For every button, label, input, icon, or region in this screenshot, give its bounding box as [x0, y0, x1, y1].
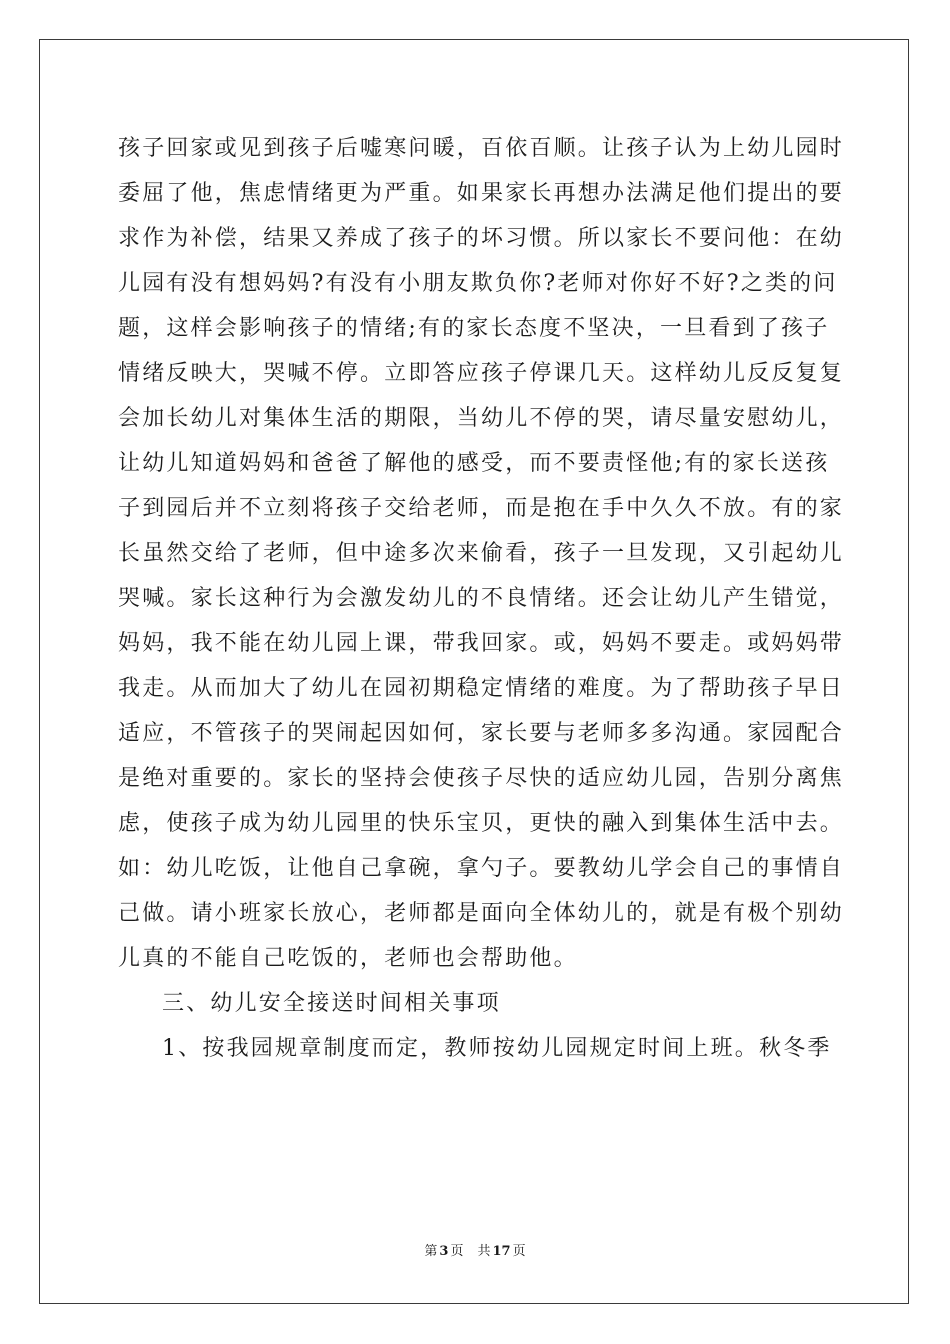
page-footer — [0, 1240, 950, 1259]
page-suffix: 页 — [450, 1244, 464, 1259]
paragraph-line: 儿真的不能自己吃饭的，老师也会帮助他。 — [118, 946, 578, 971]
page-prefix: 第 — [424, 1244, 438, 1259]
list-item: 1、按我园规章制度而定，教师按幼儿园规定时间上班。秋冬季 — [162, 1036, 832, 1061]
section-heading: 三、幼儿安全接送时间相关事项 — [162, 991, 501, 1016]
paragraph-line: 适应，不管孩子的哭闹起因如何，家长要与老师多多沟通。家园配合 — [118, 721, 845, 746]
paragraph-line: 我走。从而加大了幼儿在园初期稳定情绪的难度。为了帮助孩子早日 — [118, 676, 845, 701]
paragraph-line: 长虽然交给了老师，但中途多次来偷看，孩子一旦发现，又引起幼儿 — [118, 541, 845, 566]
paragraph-line: 儿园有没有想妈妈?有没有小朋友欺负你?老师对你好不好?之类的问 — [118, 271, 838, 296]
paragraph-line: 孩子回家或见到孩子后嘘寒问暖，百依百顺。让孩子认为上幼儿园时 — [118, 136, 845, 161]
total-suffix: 页 — [512, 1244, 526, 1259]
page-total: 17 — [492, 1244, 511, 1259]
paragraph-line: 让幼儿知道妈妈和爸爸了解他的感受，而不要责怪他;有的家长送孩 — [118, 451, 830, 476]
paragraph-line: 求作为补偿，结果又养成了孩子的坏习惯。所以家长不要问他：在幼 — [118, 226, 845, 251]
paragraph-line: 妈妈，我不能在幼儿园上课，带我回家。或，妈妈不要走。或妈妈带 — [118, 631, 845, 656]
paragraph-line: 是绝对重要的。家长的坚持会使孩子尽快的适应幼儿园，告别分离焦 — [118, 766, 845, 791]
paragraph-line: 情绪反映大，哭喊不停。立即答应孩子停课几天。这样幼儿反反复复 — [118, 361, 845, 386]
paragraph-line: 题，这样会影响孩子的情绪;有的家长态度不坚决，一旦看到了孩子 — [118, 316, 830, 341]
total-prefix: 共 — [477, 1244, 491, 1259]
paragraph-line: 哭喊。家长这种行为会激发幼儿的不良情绪。还会让幼儿产生错觉， — [118, 586, 845, 611]
page-current: 3 — [439, 1244, 449, 1259]
paragraph-line: 委屈了他，焦虑情绪更为严重。如果家长再想办法满足他们提出的要 — [118, 181, 845, 206]
paragraph-line: 子到园后并不立刻将孩子交给老师，而是抱在手中久久不放。有的家 — [118, 496, 845, 521]
document-body — [118, 126, 845, 1071]
paragraph-line: 会加长幼儿对集体生活的期限，当幼儿不停的哭，请尽量安慰幼儿， — [118, 406, 845, 431]
paragraph-line: 虑，使孩子成为幼儿园里的快乐宝贝，更快的融入到集体生活中去。 — [118, 811, 845, 836]
paragraph-line: 己做。请小班家长放心，老师都是面向全体幼儿的，就是有极个别幼 — [118, 901, 845, 926]
paragraph-line: 如：幼儿吃饭，让他自己拿碗，拿勺子。要教幼儿学会自己的事情自 — [118, 856, 845, 881]
